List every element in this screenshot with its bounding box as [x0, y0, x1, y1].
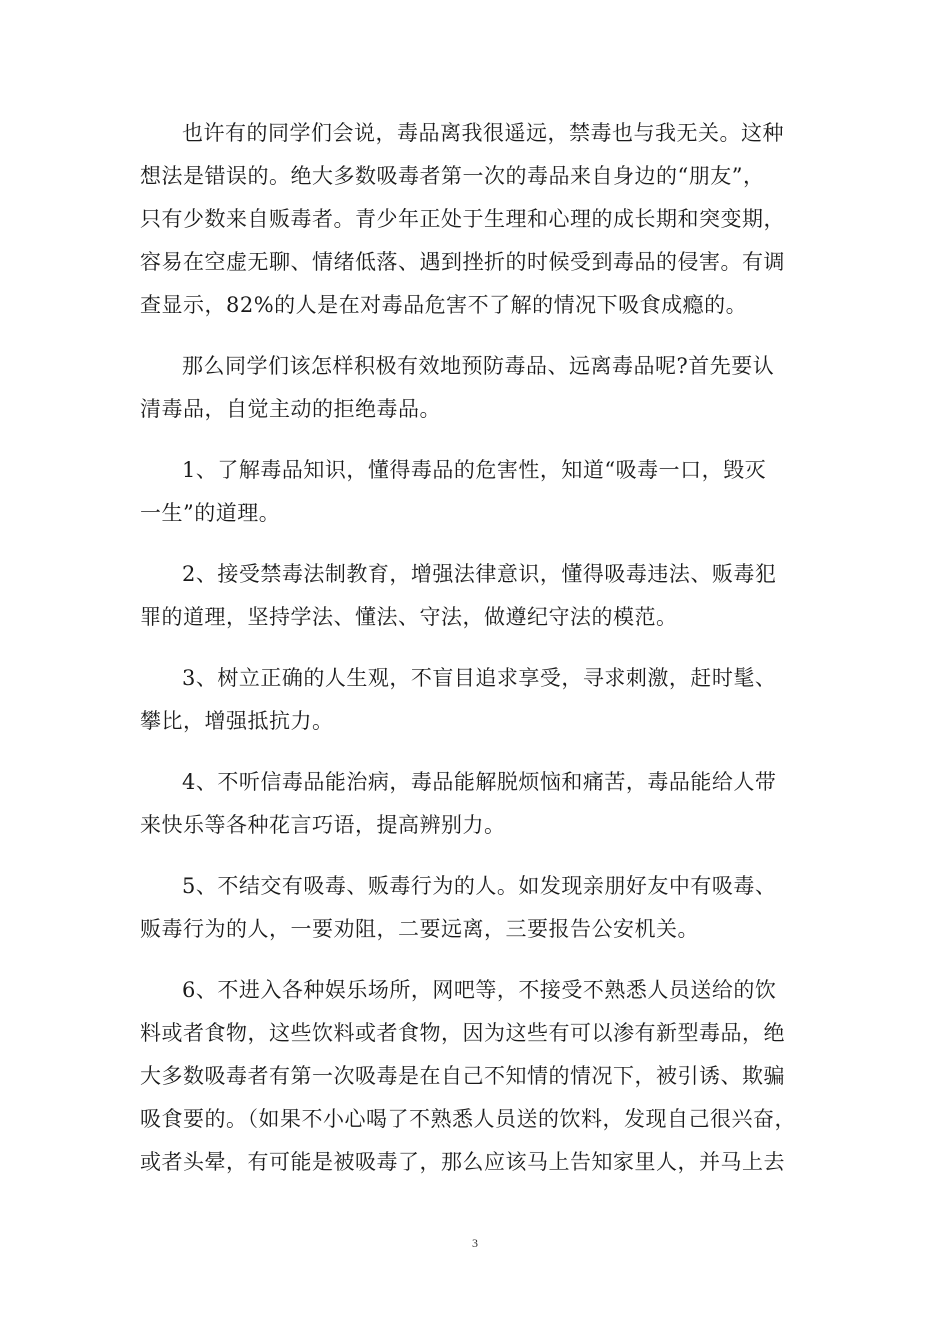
text-line: 2、接受禁毒法制教育，增强法律意识，懂得吸毒违法、贩毒犯: [182, 562, 777, 586]
list-item-2: [140, 553, 830, 639]
page-number: 3: [472, 1236, 478, 1250]
document-body: [140, 112, 830, 1202]
text-line: 或者头晕，有可能是被吸毒了，那么应该马上告知家里人，并马上去: [140, 1150, 785, 1174]
text-line: 贩毒行为的人，一要劝阻，二要远离，三要报告公安机关。: [140, 917, 699, 941]
text-line: 想法是错误的。绝大多数吸毒者第一次的毒品来自身边的“朋友”，: [140, 164, 765, 188]
text-line: 也许有的同学们会说，毒品离我很遥远，禁毒也与我无关。这种: [182, 121, 784, 145]
text-line: 料或者食物，这些饮料或者食物，因为这些有可以渗有新型毒品，绝: [140, 1021, 785, 1045]
text-line: 查显示，82%的人是在对毒品危害不了解的情况下吸食成瘾的。: [140, 293, 748, 317]
paragraph-how-to-prevent: [140, 345, 830, 431]
text-line: 4、不听信毒品能治病，毒品能解脱烦恼和痛苦，毒品能给人带: [182, 770, 777, 794]
text-line: 1、了解毒品知识，懂得毒品的危害性，知道“吸毒一口，毁灭: [182, 458, 767, 482]
list-item-4: [140, 761, 830, 847]
text-line: 一生”的道理。: [140, 501, 281, 525]
list-item-3: [140, 657, 830, 743]
text-line: 那么同学们该怎样积极有效地预防毒品、远离毒品呢?首先要认: [182, 354, 775, 378]
text-line: 只有少数来自贩毒者。青少年正处于生理和心理的成长期和突变期，: [140, 207, 785, 231]
list-item-6: [140, 969, 830, 1184]
text-line: 大多数吸毒者有第一次吸毒是在自己不知情的情况下，被引诱、欺骗: [140, 1064, 785, 1088]
text-line: 3、树立正确的人生观，不盲目追求享受，寻求刺激，赶时髦、: [182, 666, 777, 690]
list-item-1: [140, 449, 830, 535]
text-line: 清毒品，自觉主动的拒绝毒品。: [140, 397, 441, 421]
text-line: 吸食要的。（如果不小心喝了不熟悉人员送的饮料，发现自己很兴奋，: [140, 1107, 796, 1131]
text-line: 容易在空虚无聊、情绪低落、遇到挫折的时候受到毒品的侵害。有调: [140, 250, 785, 274]
text-line: 攀比，增强抵抗力。: [140, 709, 334, 733]
text-line: 来快乐等各种花言巧语，提高辨别力。: [140, 813, 506, 837]
paragraph-drug-misconception: [140, 112, 830, 327]
list-item-5: [140, 865, 830, 951]
text-line: 5、不结交有吸毒、贩毒行为的人。如发现亲朋好友中有吸毒、: [182, 874, 777, 898]
text-line: 6、不进入各种娱乐场所，网吧等，不接受不熟悉人员送给的饮: [182, 978, 777, 1002]
text-line: 罪的道理，坚持学法、懂法、守法，做遵纪守法的模范。: [140, 605, 678, 629]
